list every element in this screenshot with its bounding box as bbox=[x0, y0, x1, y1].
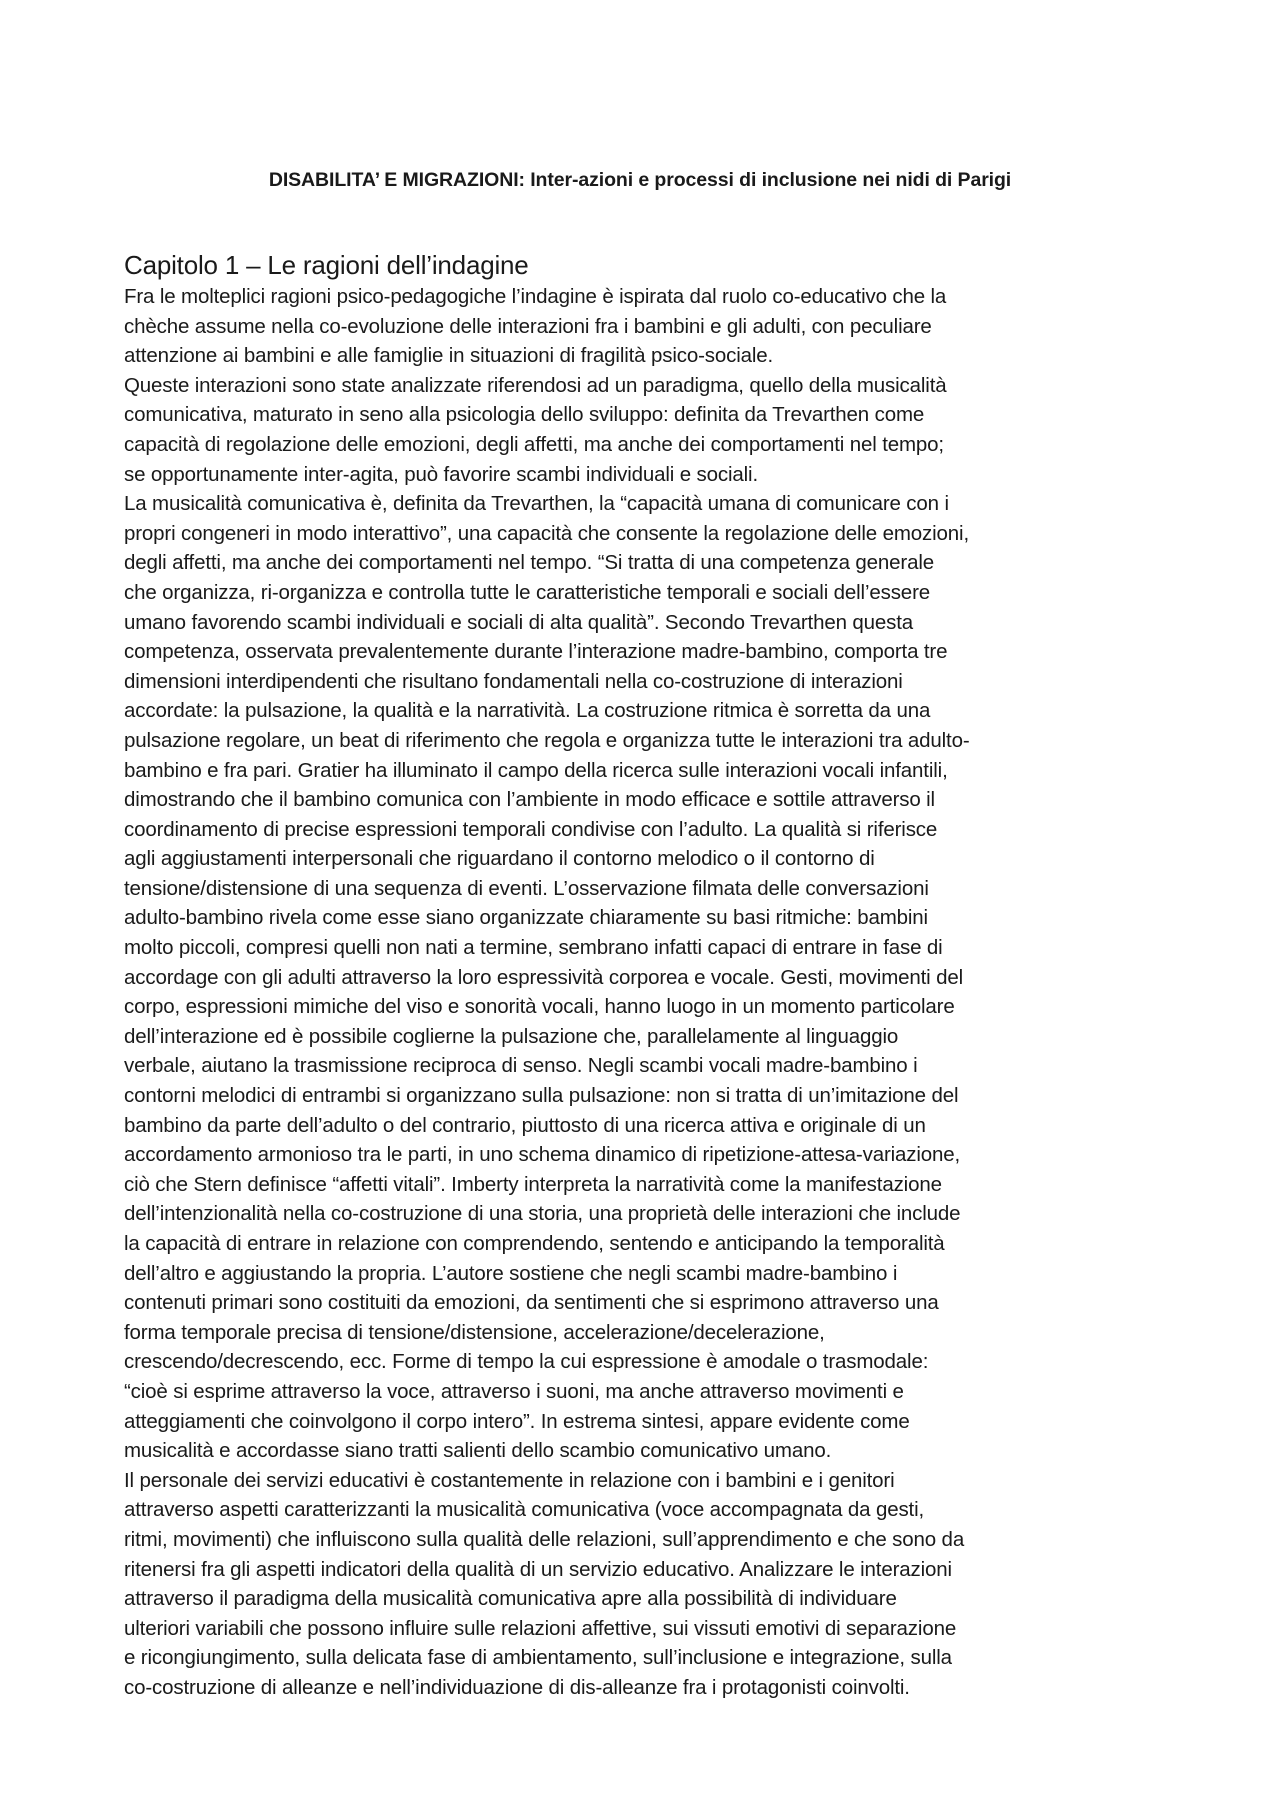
text-line: umano favorendo scambi individuali e sociali di alta qualità”. Secondo Trevarthen questa bbox=[124, 610, 914, 634]
text-line: adulto-bambino rivela come esse siano organizzate chiaramente su basi ritmiche: bambini bbox=[124, 906, 928, 930]
text-line: accordage con gli adulti attraverso la loro espressività corporea e vocale. Gesti, movimenti del bbox=[124, 965, 964, 989]
text-line: ritenersi fra gli aspetti indicatori della qualità di un servizio educativo. Analizzare le interazioni bbox=[124, 1557, 952, 1581]
document-body bbox=[124, 248, 1164, 1703]
text-line: tensione/distensione di una sequenza di eventi. L’osservazione filmata delle conversazioni bbox=[124, 876, 929, 900]
text-line: ciò che Stern definisce “affetti vitali”. Imberty interpreta la narratività come la manifestazione bbox=[124, 1172, 942, 1196]
text-line: che organizza, ri-organizza e controlla tutte le caratteristiche temporali e sociali dell’essere bbox=[124, 580, 930, 604]
text-line: La musicalità comunicativa è, definita da Trevarthen, la “capacità umana di comunicare con i bbox=[124, 492, 949, 516]
chapter-heading: Capitolo 1 – Le ragioni dell’indagine bbox=[124, 250, 529, 280]
text-line: attraverso aspetti caratterizzanti la musicalità comunicativa (voce accompagnata da gesti, bbox=[124, 1498, 925, 1522]
text-line: molto piccoli, compresi quelli non nati a termine, sembrano infatti capaci di entrare in fase di bbox=[124, 936, 943, 960]
text-line: dell’intenzionalità nella co-costruzione di una storia, una proprietà delle interazioni che include bbox=[124, 1202, 961, 1226]
text-line: ulteriori variabili che possono influire sulle relazioni affettive, sui vissuti emotivi di separazione bbox=[124, 1616, 957, 1640]
text-line: bambino da parte dell’adulto o del contrario, piuttosto di una ricerca attiva e originale di un bbox=[124, 1113, 926, 1137]
text-line: Fra le molteplici ragioni psico-pedagogiche l’indagine è ispirata dal ruolo co-educativo che la bbox=[124, 285, 947, 308]
text-line: bambino e fra pari. Gratier ha illuminato il campo della ricerca sulle interazioni vocali infantili, bbox=[124, 758, 948, 782]
text-line: comunicativa, maturato in seno alla psicologia dello sviluppo: definita da Trevarthen come bbox=[124, 403, 925, 427]
text-line: capacità di regolazione delle emozioni, degli affetti, ma anche dei comportamenti nel tempo; bbox=[124, 432, 944, 456]
text-line: degli affetti, ma anche dei comportamenti nel tempo. “Si tratta di una competenza generale bbox=[124, 551, 935, 575]
text-line: verbale, aiutano la trasmissione reciproca di senso. Negli scambi vocali madre-bambino i bbox=[124, 1054, 918, 1078]
text-line: Il personale dei servizi educativi è costantemente in relazione con i bambini e i genitori bbox=[124, 1468, 895, 1492]
text-line: corpo, espressioni mimiche del viso e sonorità vocali, hanno luogo in un momento particolare bbox=[124, 995, 955, 1019]
text-line: chèche assume nella co-evoluzione delle interazioni fra i bambini e gli adulti, con peculiare bbox=[124, 314, 932, 338]
text-line: crescendo/decrescendo, ecc. Forme di tempo la cui espressione è amodale o trasmodale: bbox=[124, 1350, 929, 1374]
text-line: dell’altro e aggiustando la propria. L’autore sostiene che negli scambi madre-bambino i bbox=[124, 1261, 898, 1285]
text-line: forma temporale precisa di tensione/distensione, accelerazione/decelerazione, bbox=[124, 1320, 825, 1344]
text-line: la capacità di entrare in relazione con comprendendo, sentendo e anticipando la temporalità bbox=[124, 1232, 945, 1255]
text-line: competenza, osservata prevalentemente durante l’interazione madre-bambino, comporta tre bbox=[124, 640, 948, 664]
text-line: atteggiamenti che coinvolgono il corpo intero”. In estrema sintesi, appare evidente come bbox=[124, 1409, 910, 1433]
text-line: co-costruzione di alleanze e nell’individuazione di dis-alleanze fra i protagonisti coinvolti. bbox=[124, 1675, 910, 1699]
text-line: musicalità e accordasse siano tratti salienti dello scambio comunicativo umano. bbox=[124, 1439, 832, 1463]
text-line: attraverso il paradigma della musicalità comunicativa apre alla possibilità di individuare bbox=[124, 1587, 897, 1611]
text-line: Queste interazioni sono state analizzate riferendosi ad un paradigma, quello della musicalità bbox=[124, 373, 947, 397]
text-line: se opportunamente inter-agita, può favorire scambi individuali e sociali. bbox=[124, 462, 759, 486]
text-line: pulsazione regolare, un beat di riferimento che regola e organizza tutte le interazioni tra adulto- bbox=[124, 728, 970, 752]
document-title: DISABILITA’ E MIGRAZIONI: Inter-azioni e processi di inclusione nei nidi di Parigi bbox=[268, 169, 1012, 191]
text-line: ritmi, movimenti) che influiscono sulla qualità delle relazioni, sull’apprendimento e che sono da bbox=[124, 1527, 965, 1551]
text-line: attenzione ai bambini e alle famiglie in situazioni di fragilità psico-sociale. bbox=[124, 344, 774, 368]
text-line: dell’interazione ed è possibile coglierne la pulsazione che, parallelamente al linguaggio bbox=[124, 1024, 899, 1048]
text-line: accordate: la pulsazione, la qualità e la narratività. La costruzione ritmica è sorretta da una bbox=[124, 699, 931, 723]
text-line: dimostrando che il bambino comunica con l’ambiente in modo efficace e sottile attraverso il bbox=[124, 788, 935, 812]
text-line: dimensioni interdipendenti che risultano fondamentali nella co-costruzione di interazioni bbox=[124, 669, 903, 693]
text-line: coordinamento di precise espressioni temporali condivise con l’adulto. La qualità si riferisce bbox=[124, 817, 938, 841]
text-line: contenuti primari sono costituiti da emozioni, da sentimenti che si esprimono attraverso una bbox=[124, 1291, 939, 1315]
text-line: “cioè si esprime attraverso la voce, attraverso i suoni, ma anche attraverso movimenti e bbox=[124, 1379, 904, 1403]
text-line: contorni melodici di entrambi si organizzano sulla pulsazione: non si tratta di un’imitazione del bbox=[124, 1084, 959, 1108]
text-line: e ricongiungimento, sulla delicata fase di ambientamento, sull’inclusione e integrazione, sulla bbox=[124, 1646, 952, 1670]
text-line: accordamento armonioso tra le parti, in uno schema dinamico di ripetizione-attesa-variazione, bbox=[124, 1143, 961, 1167]
body-text bbox=[124, 282, 1164, 1703]
text-line: agli aggiustamenti interpersonali che riguardano il contorno melodico o il contorno di bbox=[124, 847, 875, 871]
text-line: propri congeneri in modo interattivo”, una capacità che consente la regolazione delle emozioni, bbox=[124, 521, 969, 545]
